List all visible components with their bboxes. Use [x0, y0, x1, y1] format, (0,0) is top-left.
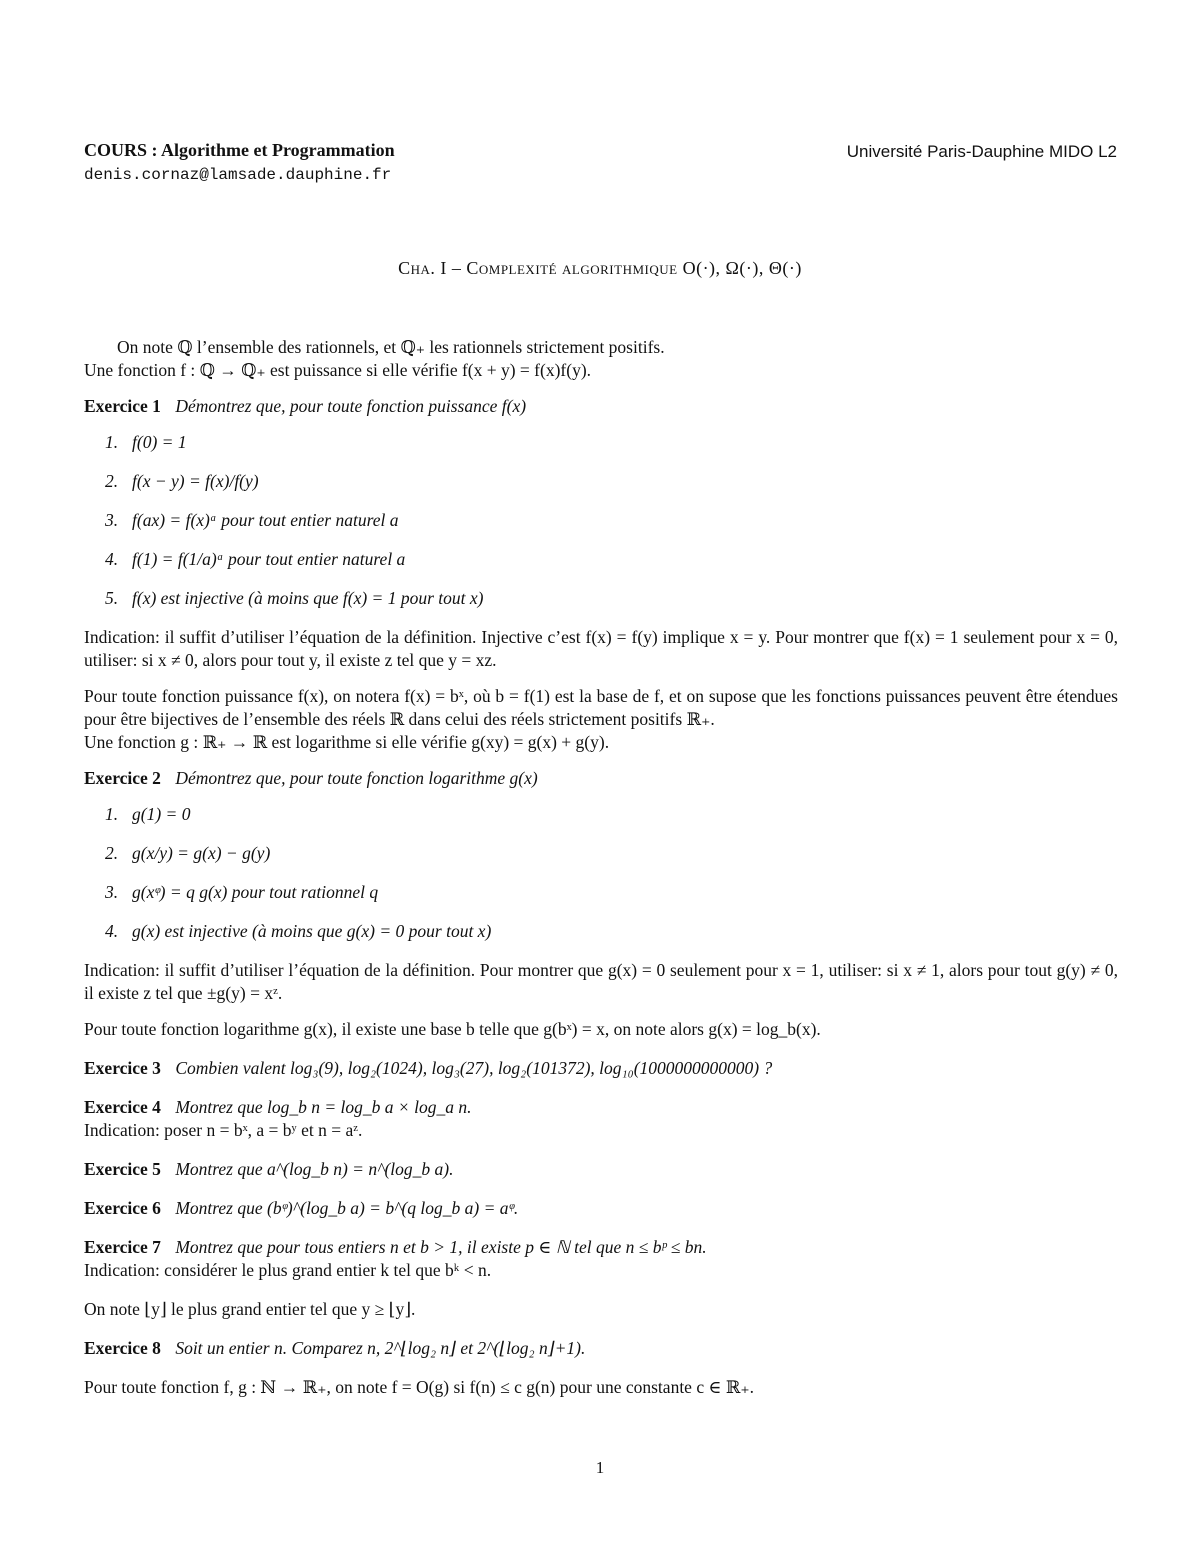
exercise-1 [84, 395, 1118, 418]
list-item-number: 1. [105, 432, 119, 452]
list-item-text: f(ax) = f(x)ᵃ pour tout entier naturel a [132, 510, 399, 530]
list-item-number: 3. [105, 510, 119, 530]
exercise-8-label: Exercice 8 [84, 1338, 161, 1358]
big-o-paragraph: Pour toute fonction f, g : ℕ → ℝ₊, on note f = O(g) si f(n) ≤ c g(n) pour une constante c ∈ ℝ₊. [84, 1377, 754, 1397]
chapter-title: Cha. I – Complexité algorithmique O(·), Ω(·), Θ(·) [398, 258, 802, 278]
exercise-2-list [84, 803, 1118, 943]
list-item [105, 509, 1118, 532]
exercise-6-label: Exercice 6 [84, 1198, 161, 1218]
author-email: denis.cornaz@lamsade.dauphine.fr [84, 166, 392, 184]
exercise-4-hint: Indication: poser n = bˣ, a = bʸ et n = aᶻ. [84, 1120, 363, 1140]
list-item-number: 2. [105, 471, 119, 491]
course-title: COURS : Algorithme et Programmation [84, 140, 395, 160]
list-item-text: g(1) = 0 [132, 804, 191, 824]
exercise-7 [84, 1236, 1118, 1259]
exercise-2-label: Exercice 2 [84, 768, 161, 788]
floor-paragraph: On note ⌊y⌋ le plus grand entier tel que y ≥ ⌊y⌋. [84, 1299, 416, 1319]
log-base-paragraph: Pour toute fonction logarithme g(x), il existe une base b telle que g(bˣ) = x, on note alors g(x) = log_b(x). [84, 1019, 821, 1039]
list-item [105, 548, 1118, 571]
list-item-number: 5. [105, 588, 119, 608]
intro-line-1: On note ℚ l’ensemble des rationnels, et ℚ₊ les rationnels strictement positifs. [117, 337, 665, 357]
exercise-1-list [84, 431, 1118, 610]
list-item [105, 587, 1118, 610]
list-item [105, 920, 1118, 943]
intro-line-2: Une fonction f : ℚ → ℚ₊ est puissance si elle vérifie f(x + y) = f(x)f(y). [84, 360, 592, 380]
list-item-number: 2. [105, 843, 119, 863]
exercise-4 [84, 1096, 1118, 1119]
exercise-7-label: Exercice 7 [84, 1237, 161, 1257]
exercise-6 [84, 1197, 1118, 1220]
exercise-4-text: Montrez que log_b n = log_b a × log_a n. [175, 1097, 472, 1117]
header-left [84, 140, 395, 184]
exercise-7-text: Montrez que pour tous entiers n et b > 1, il existe p ∈ ℕ tel que n ≤ bᵖ ≤ bn. [175, 1237, 707, 1257]
exercise-3-text: Combien valent log₃(9), log₂(1024), log₃(27), log₂(101372), log₁₀(1000000000000) ? [175, 1058, 773, 1078]
page-number: 1 [595, 1458, 605, 1477]
exercise-2-hint: Indication: il suffit d’utiliser l’équation de la définition. Pour montrer que g(x) = 0 seulement pour x = 1, utiliser: si x ≠ 1, alors pour tout g(y) ≠ 0, il existe z tel que ±g(y) = xᶻ. [84, 960, 1118, 1003]
university-name: Université Paris-Dauphine MIDO L2 [846, 142, 1117, 161]
exercise-5-text: Montrez que a^(log_b n) = n^(log_b a). [175, 1159, 454, 1179]
exercise-8 [84, 1337, 1118, 1360]
exercise-4-label: Exercice 4 [84, 1097, 161, 1117]
list-item-text: f(x − y) = f(x)/f(y) [132, 471, 259, 491]
list-item-text: g(x) est injective (à moins que g(x) = 0 pour tout x) [132, 921, 492, 941]
list-item-text: f(1) = f(1/a)ᵃ pour tout entier naturel a [132, 549, 406, 569]
list-item [105, 881, 1118, 904]
list-item [105, 470, 1118, 493]
exercise-1-text: Démontrez que, pour toute fonction puissance f(x) [175, 396, 527, 416]
exercise-3 [84, 1057, 1118, 1080]
exercise-7-hint: Indication: considérer le plus grand entier k tel que bᵏ < n. [84, 1260, 492, 1280]
list-item [105, 842, 1118, 865]
list-item-text: g(xᵠ) = q g(x) pour tout rationnel q [132, 882, 379, 902]
list-item [105, 803, 1118, 826]
list-item-number: 4. [105, 921, 119, 941]
list-item-text: f(x) est injective (à moins que f(x) = 1 pour tout x) [132, 588, 484, 608]
exercise-1-label: Exercice 1 [84, 396, 161, 416]
document-body [84, 336, 1118, 1412]
power-paragraph: Pour toute fonction puissance f(x), on notera f(x) = bˣ, où b = f(1) est la base de f, et on supose que les fonctions puissances peuvent être étendues pour être bijectives de l’ensemble des réels ℝ dans celui des réels strictement positifs ℝ₊. [84, 686, 1118, 729]
exercise-5-label: Exercice 5 [84, 1159, 161, 1179]
exercise-1-hint: Indication: il suffit d’utiliser l’équation de la définition. Injective c’est f(x) = f(y) implique x = y. Pour montrer que f(x) = 1 seulement pour x = 0, utiliser: si x ≠ 0, alors pour tout y, il existe z tel que y = xz. [84, 627, 1118, 670]
list-item [105, 431, 1118, 454]
exercise-2 [84, 767, 1118, 790]
exercise-2-text: Démontrez que, pour toute fonction logarithme g(x) [175, 768, 538, 788]
list-item-text: f(0) = 1 [132, 432, 187, 452]
list-item-number: 3. [105, 882, 119, 902]
list-item-number: 1. [105, 804, 119, 824]
list-item-number: 4. [105, 549, 119, 569]
list-item-text: g(x/y) = g(x) − g(y) [132, 843, 271, 863]
exercise-3-label: Exercice 3 [84, 1058, 161, 1078]
exercise-6-text: Montrez que (bᵠ)^(log_b a) = b^(q log_b a) = aᵠ. [175, 1198, 519, 1218]
log-definition: Une fonction g : ℝ₊ → ℝ est logarithme si elle vérifie g(xy) = g(x) + g(y). [84, 732, 610, 752]
exercise-8-text: Soit un entier n. Comparez n, 2^⌊log₂ n⌋ et 2^(⌊log₂ n⌋+1). [175, 1338, 586, 1358]
exercise-5 [84, 1158, 1118, 1181]
